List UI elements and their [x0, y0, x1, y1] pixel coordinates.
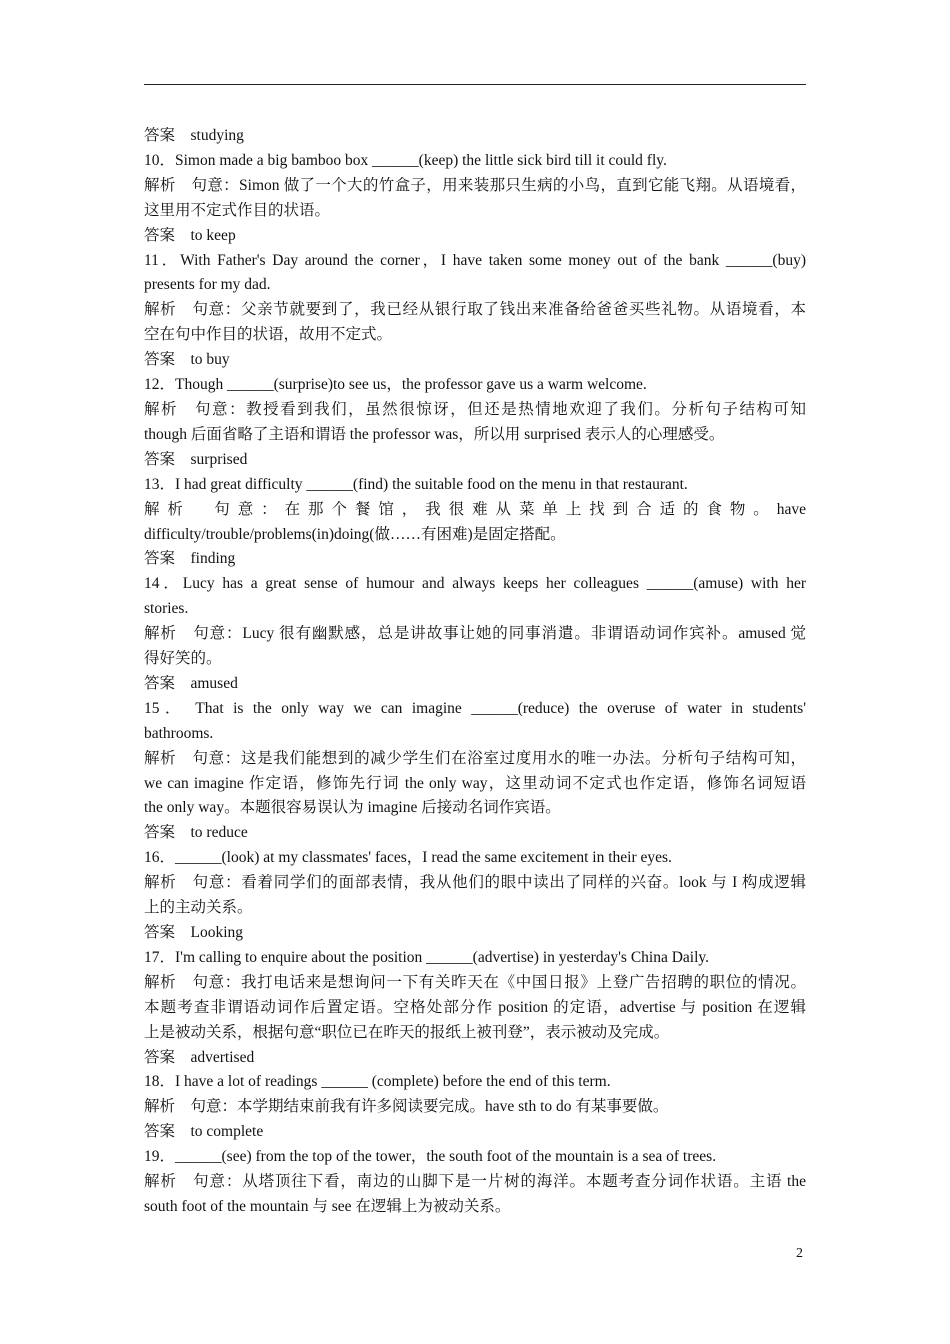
- text-line: 答案 Looking: [144, 924, 244, 941]
- text-line: 本题考查非谓语动词作后置定语。空格处部分作 position 的定语，advertise 与 position 在逻辑: [144, 998, 806, 1016]
- text-line: 答案 to keep: [144, 226, 236, 244]
- text-line: 答案 to reduce: [144, 824, 248, 842]
- text-line: 解析 句意：这是我们能想到的减少学生们在浴室过度用水的唯一办法。分析句子结构可知，: [144, 749, 806, 767]
- text-line: 解析 句意：我打电话来是想询问一下有关昨天在《中国日报》上登广告招聘的职位的情况。: [144, 973, 806, 991]
- text-line: 空在句中作目的状语，故用不定式。: [144, 326, 393, 344]
- text-line: 解析 句意：父亲节就要到了，我已经从银行取了钱出来准备给爸爸买些礼物。从语境看，本: [144, 301, 806, 319]
- text-line: 这里用不定式作目的状语。: [144, 201, 331, 219]
- text-line: 13．I had great difficulty ______(find) the suitable food on the menu in that restaurant.: [144, 475, 688, 493]
- text-line: 解析 句意：Lucy 很有幽默感，总是讲故事让她的同事消遣。非谓语动词作宾补。amused 觉: [144, 625, 806, 643]
- text-line: 答案 surprised: [144, 450, 248, 468]
- text-line: 15． That is the only way we can imagine ______(reduce) the overuse of water in students': [144, 699, 806, 717]
- header-rule: [144, 84, 806, 85]
- text-line: 14．Lucy has a great sense of humour and always keeps her colleagues ______(amuse) with her: [144, 575, 806, 593]
- text-line: 解析 句意：Simon 做了一个大的竹盒子，用来装那只生病的小鸟，直到它能飞翔。从语境看，: [144, 176, 806, 194]
- text-line: stories.: [144, 600, 189, 618]
- text-line: 答案 studying: [144, 127, 244, 144]
- text-line: difficulty/trouble/problems(in)doing(做……有困难)是固定搭配。: [144, 525, 566, 543]
- page-number: 2: [796, 1246, 803, 1261]
- text-line: 16．______(look) at my classmates' faces，I read the same excitement in their eyes.: [144, 849, 672, 867]
- text-line: presents for my dad.: [144, 276, 271, 294]
- text-line: 10．Simon made a big bamboo box ______(keep) the little sick bird till it could fly.: [144, 151, 667, 169]
- text-line: 解 析 句 意 ： 在 那 个 餐 馆 ， 我 很 难 从 菜 单 上 找 到 合 适 的 食 物 。 have: [144, 500, 806, 518]
- text-line: 19．______(see) from the top of the tower，the south foot of the mountain is a sea of trees.: [144, 1148, 717, 1166]
- text-line: 答案 advertised: [144, 1048, 255, 1066]
- text-line: 上是被动关系，根据句意“职位已在昨天的报纸上被刊登”，表示被动及完成。: [144, 1023, 670, 1041]
- text-line: 答案 to buy: [144, 351, 230, 369]
- text-line: 解析 句意：教授看到我们，虽然很惊讶，但还是热情地欢迎了我们。分析句子结构可知: [144, 400, 806, 418]
- text-line: 上的主动关系。: [144, 899, 253, 917]
- text-line: 11．With Father's Day around the corner，I have taken some money out of the bank ______(buy): [144, 251, 806, 269]
- text-line: 答案 amused: [144, 674, 238, 692]
- text-line: 解析 句意：本学期结束前我有许多阅读要完成。have sth to do 有某事要做。: [144, 1098, 669, 1116]
- text-line: we can imagine 作定语，修饰先行词 the only way，这里动词不定式也作定语，修饰名词短语: [144, 774, 806, 792]
- text-line: 解析 句意：从塔顶往下看，南边的山脚下是一片树的海洋。本题考查分词作状语。主语 the: [144, 1173, 806, 1191]
- text-line: south foot of the mountain 与 see 在逻辑上为被动关系。: [144, 1197, 511, 1215]
- text-line: bathrooms.: [144, 724, 214, 742]
- text-line: 12．Though ______(surprise)to see us，the professor gave us a warm welcome.: [144, 376, 647, 394]
- text-line: 17．I'm calling to enquire about the position ______(advertise) in yesterday's China Daily.: [144, 948, 710, 966]
- text-line: 得好笑的。: [144, 650, 222, 668]
- text-line: 答案 to complete: [144, 1123, 264, 1141]
- text-line: 18．I have a lot of readings ______ (complete) before the end of this term.: [144, 1073, 611, 1091]
- text-line: though 后面省略了主语和谓语 the professor was，所以用 surprised 表示人的心理感受。: [144, 425, 725, 443]
- document-body: [144, 124, 806, 1220]
- text-line: the only way。本题很容易误认为 imagine 后接动名词作宾语。: [144, 799, 561, 817]
- text-line: 答案 finding: [144, 550, 236, 568]
- text-line: 解析 句意：看着同学们的面部表情，我从他们的眼中读出了同样的兴奋。look 与 I 构成逻辑: [144, 874, 806, 892]
